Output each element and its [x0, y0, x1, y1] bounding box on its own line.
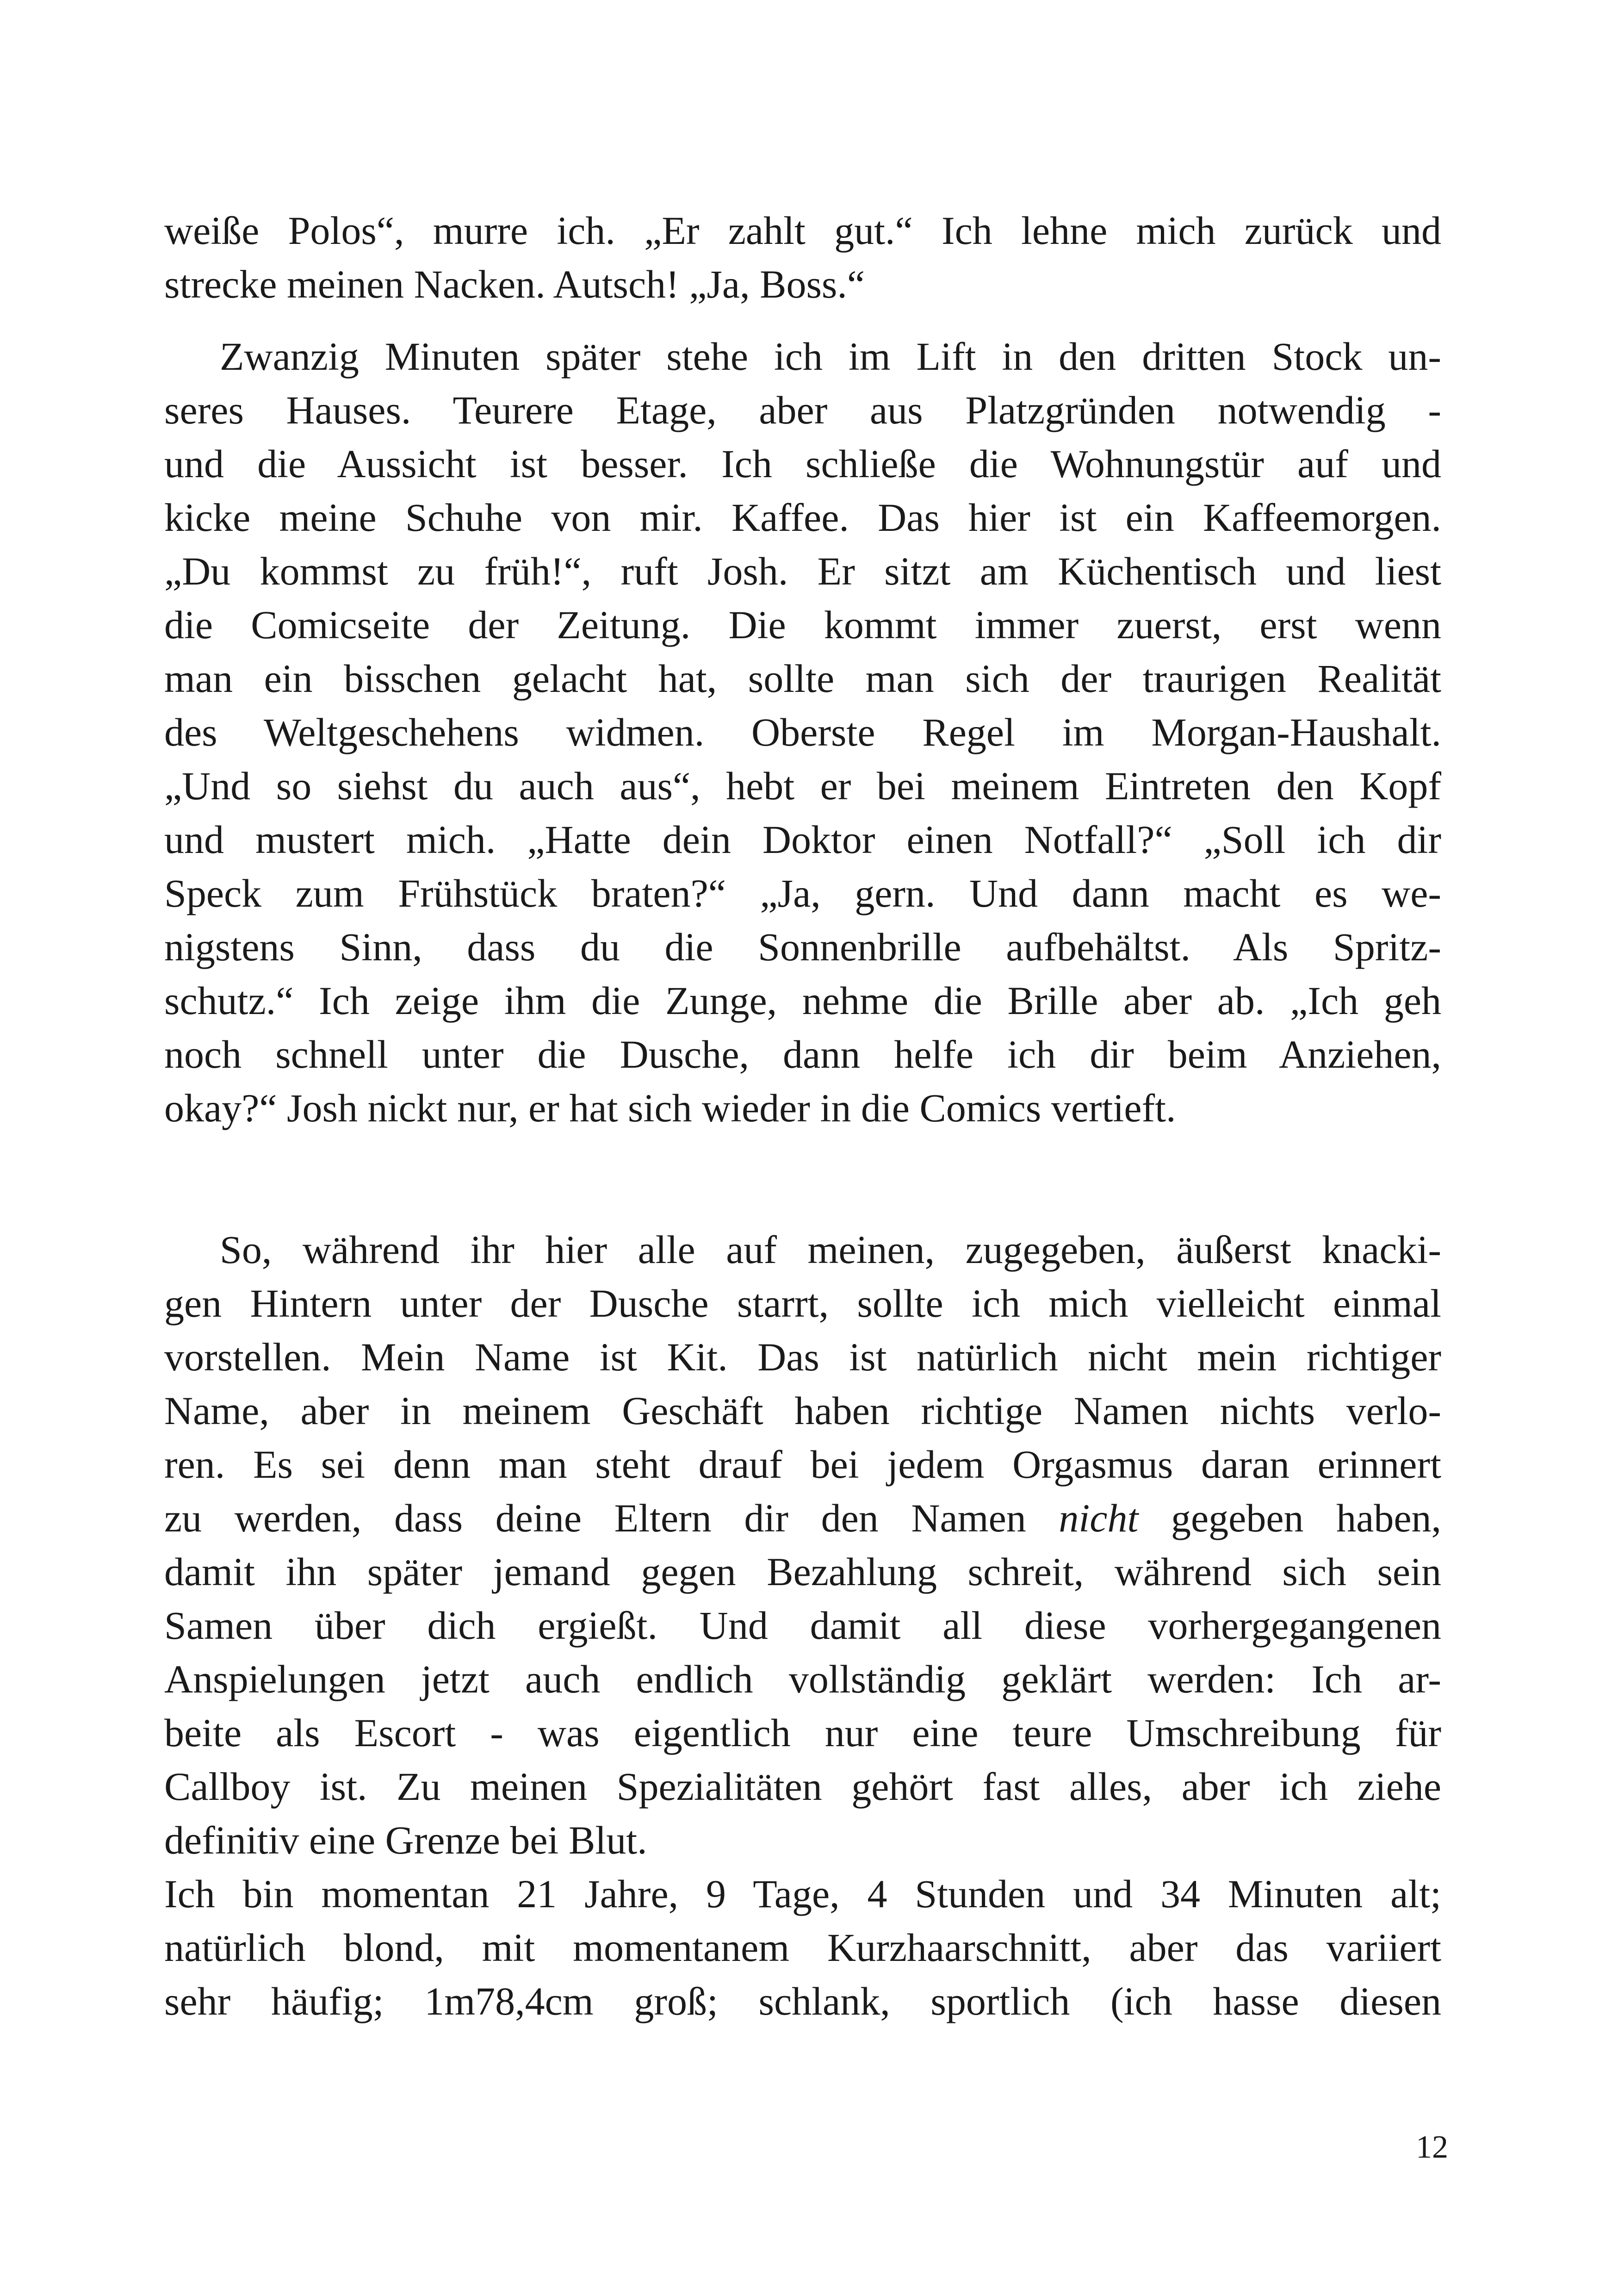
text-line: des Weltgeschehens widmen. Oberste Regel im Morgan-Haushalt.: [164, 710, 1441, 754]
book-page-text: [164, 204, 1441, 2028]
text-line: Anspielungen jetzt auch endlich vollständig geklärt werden: Ich ar-: [164, 1657, 1441, 1701]
text-line: und mustert mich. „Hatte dein Doktor einen Notfall?“ „Soll ich dir: [164, 817, 1441, 862]
text-segment: zu werden, dass deine Eltern dir den Namen: [164, 1496, 1059, 1540]
text-line: Zwanzig Minuten später stehe ich im Lift in den dritten Stock un-: [220, 334, 1441, 379]
text-line: Ich bin momentan 21 Jahre, 9 Tage, 4 Stunden und 34 Minuten alt;: [164, 1872, 1441, 1916]
text-line-with-italic: [164, 1491, 1441, 1545]
text-line: Name, aber in meinem Geschäft haben richtige Namen nichts verlo-: [164, 1388, 1441, 1433]
text-line: „Du kommst zu früh!“, ruft Josh. Er sitzt am Küchentisch und liest: [164, 549, 1441, 593]
text-line: okay?“ Josh nickt nur, er hat sich wieder in die Comics vertieft.: [164, 1086, 1176, 1130]
text-line: kicke meine Schuhe von mir. Kaffee. Das hier ist ein Kaffeemorgen.: [164, 495, 1441, 540]
text-line: beite als Escort - was eigentlich nur eine teure Umschreibung für: [164, 1711, 1441, 1755]
text-line: seres Hauses. Teurere Etage, aber aus Platzgründen notwendig -: [164, 388, 1441, 432]
text-line: damit ihn später jemand gegen Bezahlung schreit, während sich sein: [164, 1549, 1441, 1594]
italic-word: nicht: [1059, 1496, 1139, 1540]
page-number: 12: [1416, 2129, 1448, 2165]
text-line: vorstellen. Mein Name ist Kit. Das ist natürlich nicht mein richtiger: [164, 1335, 1441, 1379]
text-line: und die Aussicht ist besser. Ich schließe die Wohnungstür auf und: [164, 442, 1441, 486]
text-line: definitiv eine Grenze bei Blut.: [164, 1818, 647, 1862]
text-line: gen Hintern unter der Dusche starrt, sollte ich mich vielleicht einmal: [164, 1281, 1441, 1325]
text-line: Callboy ist. Zu meinen Spezialitäten gehört fast alles, aber ich ziehe: [164, 1764, 1441, 1809]
text-line: Samen über dich ergießt. Und damit all diese vorhergegangenen: [164, 1603, 1441, 1648]
text-line: ren. Es sei denn man steht drauf bei jedem Orgasmus daran erinnert: [164, 1442, 1441, 1487]
text-line: So, während ihr hier alle auf meinen, zugegeben, äußerst knacki-: [220, 1227, 1441, 1272]
text-line: weiße Polos“, murre ich. „Er zahlt gut.“ Ich lehne mich zurück und: [164, 208, 1441, 253]
text-line: sehr häufig; 1m78,4cm groß; schlank, sportlich (ich hasse diesen: [164, 1979, 1441, 2023]
text-line: die Comicseite der Zeitung. Die kommt immer zuerst, erst wenn: [164, 603, 1441, 647]
text-line: natürlich blond, mit momentanem Kurzhaarschnitt, aber das variiert: [164, 1925, 1441, 1970]
text-line: Speck zum Frühstück braten?“ „Ja, gern. Und dann macht es we-: [164, 871, 1441, 915]
text-segment: gegeben haben,: [1138, 1496, 1441, 1540]
text-line: „Und so siehst du auch aus“, hebt er bei meinem Eintreten den Kopf: [164, 764, 1441, 808]
text-line: strecke meinen Nacken. Autsch! „Ja, Boss.“: [164, 262, 865, 306]
text-line: schutz.“ Ich zeige ihm die Zunge, nehme die Brille aber ab. „Ich geh: [164, 978, 1441, 1023]
text-line: noch schnell unter die Dusche, dann helfe ich dir beim Anziehen,: [164, 1032, 1441, 1076]
text-line: man ein bisschen gelacht hat, sollte man sich der traurigen Realität: [164, 656, 1441, 701]
text-line: nigstens Sinn, dass du die Sonnenbrille aufbehältst. Als Spritz-: [164, 925, 1441, 969]
